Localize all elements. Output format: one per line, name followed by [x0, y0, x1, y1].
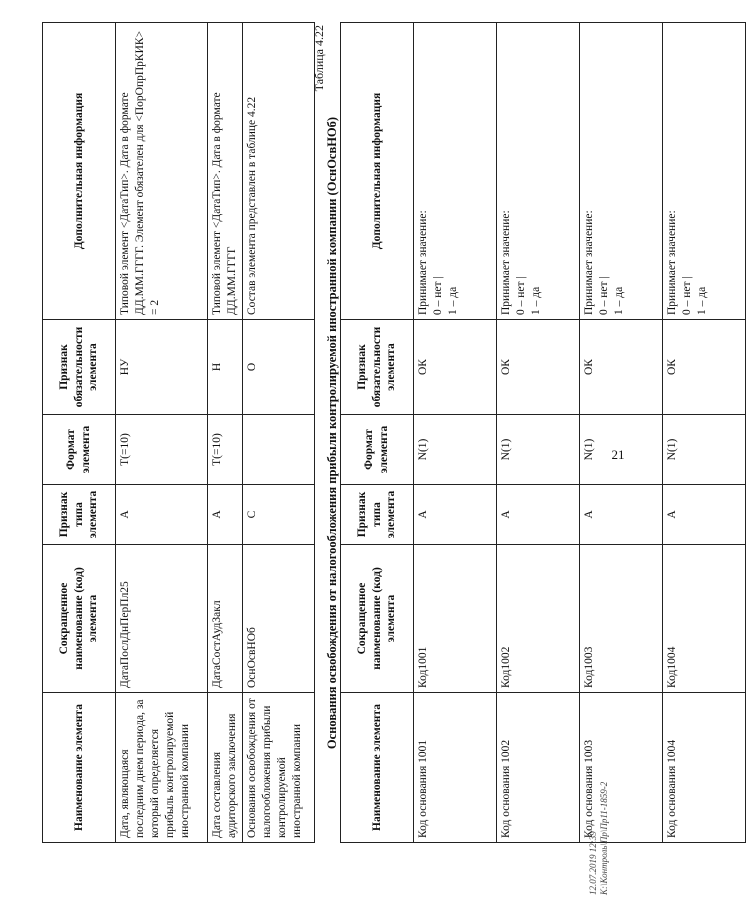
element-info-cell — [497, 23, 580, 320]
elements-table — [42, 22, 315, 843]
header-cell: Формат элемента — [43, 415, 116, 485]
header-cell: Формат элемента — [341, 415, 414, 485]
element-required-cell: НУ — [116, 320, 208, 415]
table-caption: Основания освобождения от налогообложения прибыли контролируемой иностранной компании (ОснОсвНОб) — [325, 116, 339, 750]
element-name-cell: Дата составления аудиторского заключения — [208, 693, 243, 843]
element-required-cell: О — [242, 320, 314, 415]
element-code-cell: Код1003 — [580, 545, 663, 693]
header-cell: Признак типа элемента — [43, 485, 116, 545]
info-value-no: 0 – нет | — [680, 276, 693, 315]
table-row — [116, 23, 208, 843]
table-row — [414, 23, 497, 843]
element-info-cell: Типовой элемент <ДатаТип>. Дата в формате ДД.ММ.ГГГГ. Элемент обязателен для <ПорОпрПрКИК> = 2 — [116, 23, 208, 320]
table-header-row — [43, 23, 116, 843]
header-cell: Наименование элемента — [341, 693, 414, 843]
header-cell: Признак обязательности элемента — [341, 320, 414, 415]
element-format-cell — [242, 415, 314, 485]
element-required-cell: ОК — [497, 320, 580, 415]
element-type-cell: А — [663, 485, 746, 545]
footer-file-path: К:\Контроль\Пр\Пр11-1859-2 — [598, 781, 609, 895]
table-row — [242, 23, 314, 843]
page-number: 21 — [611, 447, 625, 462]
header-cell: Дополнительная информация — [341, 23, 414, 320]
info-value-no: 0 – нет | — [597, 276, 610, 315]
table-header-row — [341, 23, 414, 843]
table-row — [663, 23, 746, 843]
element-type-cell: А — [580, 485, 663, 545]
info-title: Принимает значение: — [500, 210, 512, 315]
header-cell: Наименование элемента — [43, 693, 116, 843]
element-code-cell: ДатаСостАудЗакл — [208, 545, 243, 693]
info-value-yes: 1 – да — [529, 286, 542, 315]
element-name-cell: Основания освобождения от налогообложения прибыли контролируемой иностранной компании — [242, 693, 314, 843]
info-title: Принимает значение: — [583, 210, 595, 315]
info-value-yes: 1 – да — [695, 286, 708, 315]
element-code-cell: Код1004 — [663, 545, 746, 693]
element-name-cell: Код основания 1003 — [580, 693, 663, 843]
element-format-cell: T(=10) — [116, 415, 208, 485]
header-cell: Признак обязательности элемента — [43, 320, 116, 415]
header-cell: Дополнительная информация — [43, 23, 116, 320]
element-type-cell: А — [414, 485, 497, 545]
element-code-cell: Код1002 — [497, 545, 580, 693]
info-title: Принимает значение: — [666, 210, 678, 315]
element-info-cell — [663, 23, 746, 320]
element-code-cell: ДатаПослДнПерПл25 — [116, 545, 208, 693]
info-value-no: 0 – нет | — [514, 276, 527, 315]
header-cell: Признак типа элемента — [341, 485, 414, 545]
element-name-cell: Код основания 1001 — [414, 693, 497, 843]
element-required-cell: ОК — [414, 320, 497, 415]
exemption-codes-table — [340, 22, 746, 843]
element-type-cell: А — [497, 485, 580, 545]
element-info-cell: Типовой элемент <ДатаТип>. Дата в формате ДД.ММ.ГГГГ — [208, 23, 243, 320]
element-name-cell: Дата, являющаяся последним днем периода, за который определяется прибыль контролируемой иностранной компании — [116, 693, 208, 843]
header-cell: Сокращенное наименование (код) элемента — [341, 545, 414, 693]
element-type-cell: А — [116, 485, 208, 545]
element-required-cell: Н — [208, 320, 243, 415]
element-info-cell — [414, 23, 497, 320]
table-number-label: Таблица 4.22 — [312, 25, 326, 92]
element-format-cell: N(1) — [414, 415, 497, 485]
element-format-cell: N(1) — [497, 415, 580, 485]
element-type-cell: А — [208, 485, 243, 545]
info-title: Принимает значение: — [417, 210, 429, 315]
element-info-cell — [580, 23, 663, 320]
element-info-cell: Состав элемента представлен в таблице 4.22 — [242, 23, 314, 320]
document-footer — [588, 595, 610, 895]
table-row — [208, 23, 243, 843]
info-value-yes: 1 – да — [612, 286, 625, 315]
element-format-cell: N(1) — [663, 415, 746, 485]
element-name-cell: Код основания 1004 — [663, 693, 746, 843]
element-name-cell: Код основания 1002 — [497, 693, 580, 843]
footer-timestamp: 12.07.2019 12:39 — [588, 831, 598, 895]
element-code-cell: Код1001 — [414, 545, 497, 693]
table-row — [497, 23, 580, 843]
element-type-cell: С — [242, 485, 314, 545]
element-code-cell: ОснОсвНОб — [242, 545, 314, 693]
element-format-cell: N(1) — [580, 415, 663, 485]
info-value-yes: 1 – да — [446, 286, 459, 315]
element-required-cell: ОК — [663, 320, 746, 415]
element-format-cell: T(=10) — [208, 415, 243, 485]
info-value-no: 0 – нет | — [431, 276, 444, 315]
element-required-cell: ОК — [580, 320, 663, 415]
header-cell: Сокращенное наименование (код) элемента — [43, 545, 116, 693]
